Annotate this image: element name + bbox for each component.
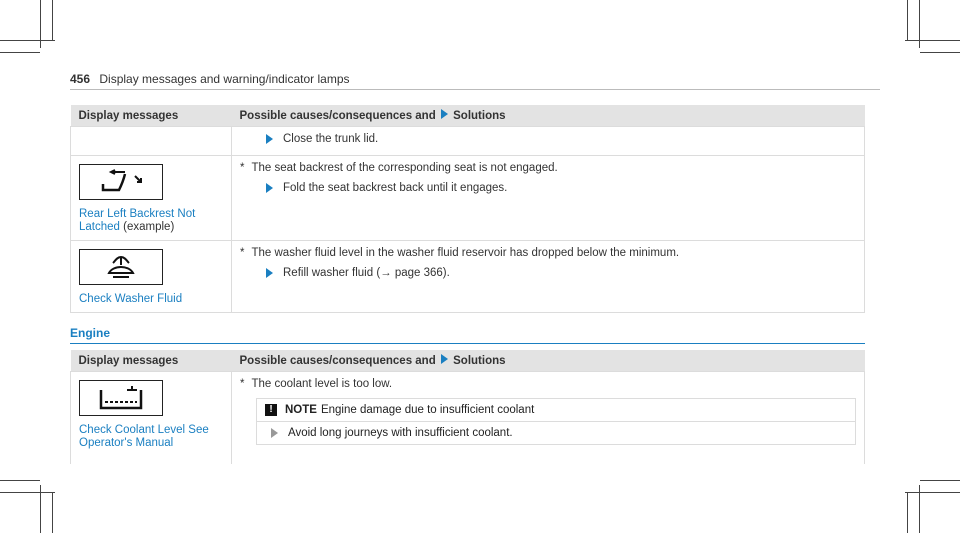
table-cell bbox=[71, 156, 232, 241]
table-row bbox=[71, 372, 865, 465]
crop-mark bbox=[52, 493, 53, 533]
table-row bbox=[71, 127, 865, 156]
solution-arrow-icon bbox=[271, 428, 278, 438]
column-header-display-messages: Display messages bbox=[71, 350, 232, 372]
table-cell bbox=[71, 241, 232, 313]
coolant-level-icon bbox=[79, 380, 163, 416]
note-solution-row: Avoid long journeys with insufficient coolant. bbox=[257, 421, 855, 444]
crop-mark bbox=[52, 0, 53, 40]
warning-icon: ! bbox=[265, 404, 277, 416]
solution-arrow-icon bbox=[266, 183, 273, 193]
note-row: ! NOTE Engine damage due to insufficient coolant bbox=[257, 399, 855, 421]
section-title: Engine bbox=[70, 326, 111, 340]
table-cell bbox=[71, 372, 232, 465]
table-cell bbox=[232, 127, 865, 156]
column-header-causes: Possible causes/consequences and Solutions bbox=[232, 105, 865, 127]
header-divider bbox=[70, 89, 880, 90]
solution-arrow-icon bbox=[441, 354, 448, 364]
engine-messages-table bbox=[70, 350, 865, 464]
cause-text: * The washer fluid level in the washer fluid reservoir has dropped below the minimum. bbox=[240, 247, 680, 259]
solution-step bbox=[266, 267, 856, 279]
table-cell bbox=[71, 127, 232, 156]
table-row bbox=[71, 156, 865, 241]
crop-mark bbox=[920, 480, 960, 481]
table-cell bbox=[232, 156, 865, 241]
crop-mark bbox=[0, 40, 55, 41]
crop-mark bbox=[0, 492, 55, 493]
table-header-row bbox=[71, 350, 865, 372]
crop-mark bbox=[907, 493, 908, 533]
solution-arrow-icon bbox=[441, 109, 448, 119]
crop-mark bbox=[907, 0, 908, 40]
table-header-row bbox=[71, 105, 865, 127]
cause-text: * The coolant level is too low. bbox=[240, 378, 393, 390]
washer-fluid-icon bbox=[79, 249, 163, 285]
section-divider bbox=[70, 343, 865, 344]
column-header-display-messages: Display messages bbox=[71, 105, 232, 127]
seat-backrest-icon bbox=[79, 164, 163, 200]
page-header bbox=[70, 72, 350, 86]
solution-arrow-icon bbox=[266, 268, 273, 278]
table-row bbox=[71, 241, 865, 313]
solution-step: Close the trunk lid. bbox=[266, 133, 856, 145]
page-reference-link[interactable]: Refill washer fluid (→ page 366). bbox=[283, 267, 450, 279]
crop-mark bbox=[0, 52, 40, 53]
note-box bbox=[256, 398, 856, 445]
message-label: Check Washer Fluid bbox=[79, 293, 183, 305]
cause-text: * The seat backrest of the corresponding seat is not engaged. bbox=[240, 162, 558, 174]
table-cell bbox=[232, 241, 865, 313]
crop-mark bbox=[905, 492, 960, 493]
message-label: Rear Left Backrest Not Latched (example) bbox=[79, 208, 196, 233]
crop-mark bbox=[0, 480, 40, 481]
message-label: Check Coolant Level See Operator's Manual bbox=[79, 424, 209, 449]
crop-mark bbox=[905, 40, 960, 41]
crop-mark bbox=[920, 52, 960, 53]
page-number: 456 bbox=[70, 72, 91, 86]
solution-arrow-icon bbox=[266, 134, 273, 144]
page-title: Display messages and warning/indicator lamps bbox=[99, 72, 350, 86]
solution-step: Fold the seat backrest back until it engages. bbox=[266, 182, 856, 194]
table-cell bbox=[232, 372, 865, 465]
column-header-causes: Possible causes/consequences and Solutions bbox=[232, 350, 865, 372]
display-messages-table bbox=[70, 105, 865, 313]
